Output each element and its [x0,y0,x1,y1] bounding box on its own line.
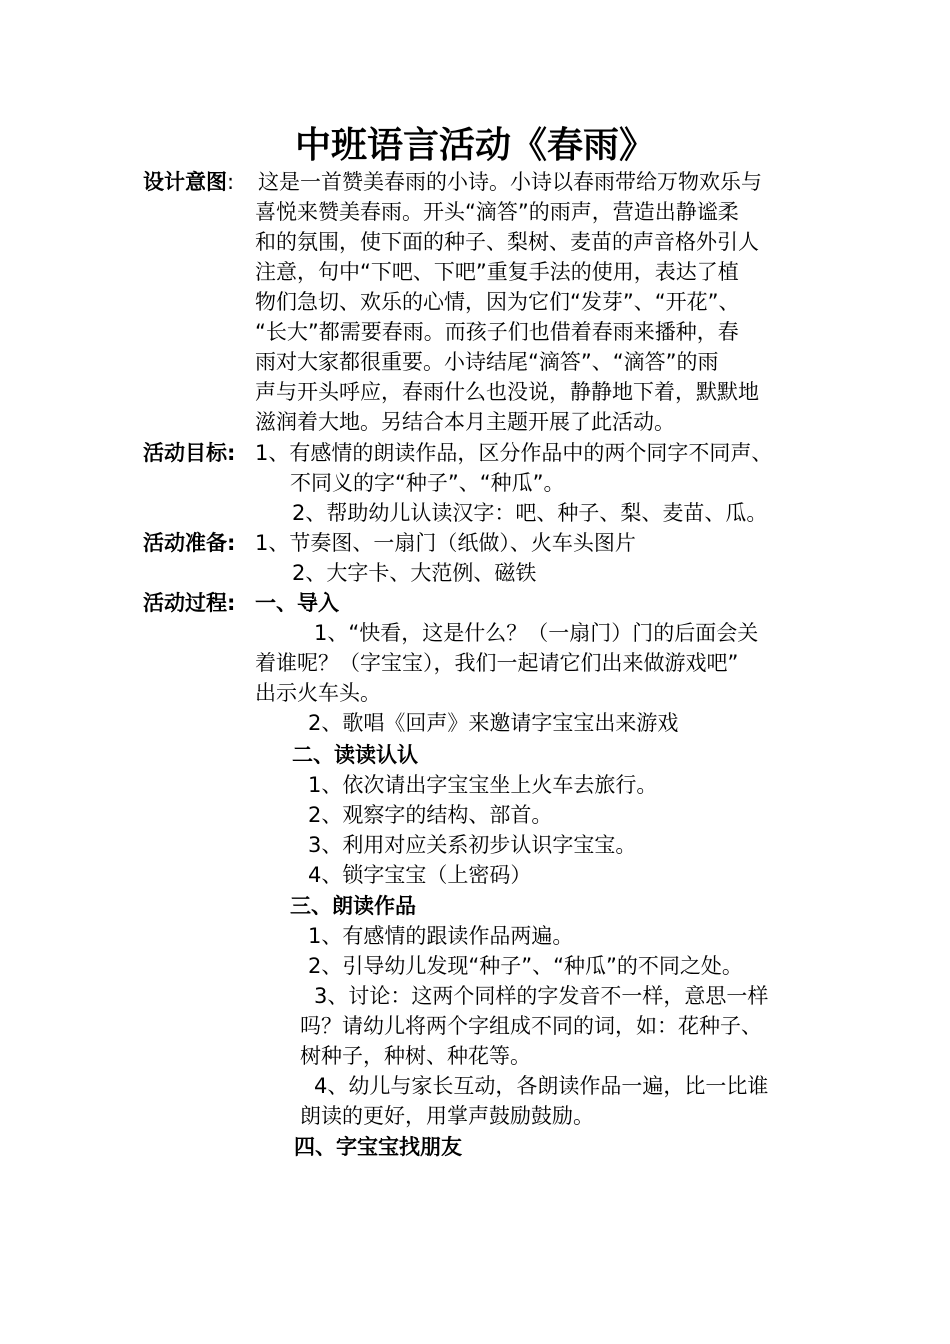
section-heading: 四、字宝宝找朋友 [294,1135,462,1159]
process-line: 3、讨论：这两个同样的字发音不一样，意思一样 [314,984,769,1008]
section-heading: 三、朗读作品 [290,894,416,918]
process-line: 着谁呢？（字宝宝），我们一起请它们出来做游戏吧” [255,651,739,675]
preparation-line: 2、大字卡、大范例、磁铁 [292,561,537,585]
section-heading: 二、读读认认 [292,743,418,767]
design-intent-label: 设计意图: [143,170,235,194]
design-intent-line: 声与开头呼应，春雨什么也没说，静静地下着，默默地 [255,380,759,404]
process-line: 2、引导幼儿发现“种子”、“种瓜”的不同之处。 [308,954,743,978]
process-line: 2、观察字的结构、部首。 [308,803,553,827]
process-line: 1、“快看，这是什么？（一扇门）门的后面会关 [314,621,759,645]
design-intent-line: 雨对大家都很重要。小诗结尾“滴答”、“滴答”的雨 [255,350,719,374]
design-intent-line: “长大”都需要春雨。而孩子们也借着春雨来播种，春 [255,320,739,344]
design-intent-line: 物们急切、欢乐的心情，因为它们“发芽”、“开花”、 [255,290,740,314]
process-line: 朗读的更好，用掌声鼓励鼓励。 [300,1104,594,1128]
preparation-label: 活动准备: [143,531,236,555]
design-intent-line: 滋润着大地。另结合本月主题开展了此活动。 [255,410,675,434]
goals-line: 1、有感情的朗读作品，区分作品中的两个同字不同声、 [255,441,773,465]
design-intent-line: 注意，句中“下吧、下吧”重复手法的使用，表达了植 [255,260,739,284]
preparation-line: 1、节奏图、一扇门（纸做）、火车头图片 [255,531,636,555]
process-line: 3、利用对应关系初步认识字宝宝。 [308,833,637,857]
process-line: 1、依次请出字宝宝坐上火车去旅行。 [308,773,658,797]
document-title: 中班语言活动《春雨》 [294,125,655,166]
goals-label: 活动目标: [143,441,236,465]
section-heading: 一、导入 [255,591,339,615]
goals-line: 不同义的字“种子”、“种瓜”。 [290,471,565,495]
process-line: 1、有感情的跟读作品两遍。 [308,924,574,948]
design-intent-line: 这是一首赞美春雨的小诗。小诗以春雨带给万物欢乐与 [258,170,762,194]
design-intent-line: 和的氛围，使下面的种子、梨树、麦苗的声音格外引人 [255,230,759,254]
process-line: 吗？请幼儿将两个字组成不同的词，如：花种子、 [300,1014,762,1038]
process-line: 树种子，种树、种花等。 [300,1044,531,1068]
design-intent-line: 喜悦来赞美春雨。开头“滴答”的雨声，营造出静谧柔 [255,200,739,224]
process-line: 出示火车头。 [255,681,381,705]
process-line: 2、歌唱《回声》来邀请字宝宝出来游戏 [308,711,679,735]
process-label: 活动过程: [143,591,236,615]
goals-line: 2、帮助幼儿认读汉字：吧、种子、梨、麦苗、瓜。 [292,501,768,525]
process-line: 4、幼儿与家长互动，各朗读作品一遍，比一比谁 [314,1074,769,1098]
process-line: 4、锁字宝宝（上密码） [308,863,532,887]
